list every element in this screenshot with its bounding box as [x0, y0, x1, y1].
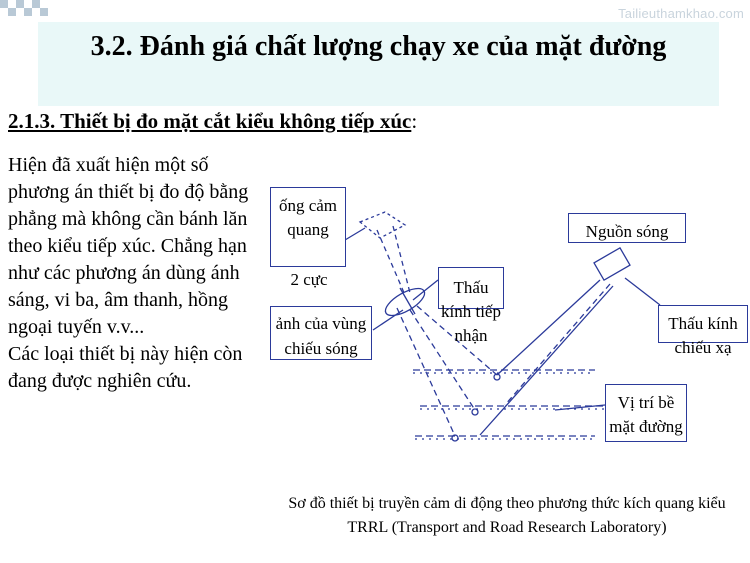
label-sensor-tube-text: ống cảm quang — [278, 196, 338, 239]
label-receiving-lens-text: Thấu kính tiếp nhận — [441, 278, 501, 345]
label-sensor-tube — [270, 187, 346, 267]
label-two-poles — [273, 268, 345, 292]
leader-receiving-lens — [413, 280, 438, 300]
label-emission-lens-text: Thấu kính chiếu xạ — [668, 314, 738, 357]
slide-title: 3.2. Đánh giá chất lượng chạy xe của mặt đường — [90, 31, 667, 62]
leader-emission-lens — [625, 278, 660, 305]
title-banner — [38, 22, 719, 106]
leader-image-area — [373, 310, 403, 330]
label-receiving-lens — [438, 267, 504, 345]
paragraph-2: Các loại thiết bị này hiện còn đang được nghiên cứu. — [8, 343, 243, 392]
road-spot-2 — [472, 409, 478, 415]
label-illuminated-area-text: ảnh của vùng chiếu sóng — [275, 314, 367, 358]
corner-checker-decoration — [0, 0, 60, 22]
ray-sensor-lens-1 — [377, 230, 405, 295]
receiving-lens-shape — [381, 283, 428, 321]
beam-source-road-2 — [505, 284, 610, 405]
sensor-tube-shape — [360, 212, 405, 238]
subtitle-text: 2.1.3. Thiết bị đo mặt cắt kiểu không tiếp xúc — [8, 109, 412, 133]
watermark: Tailieuthamkhao.com — [618, 6, 744, 21]
ray-lens-road-1 — [397, 308, 455, 436]
label-emission-lens — [658, 305, 748, 357]
beam-source-road-1 — [497, 280, 600, 375]
leader-sensor-tube — [345, 228, 365, 240]
label-two-poles-text: 2 cực — [290, 270, 328, 289]
section-subtitle — [8, 109, 417, 134]
figure-caption: Sơ đồ thiết bị truyền cảm di động theo phương thức kích quang kiểu TRRL (Transport and Road Research Laboratory) — [288, 495, 726, 536]
ray-sensor-lens-2 — [393, 226, 410, 293]
trrl-sensor-diagram — [265, 180, 750, 480]
wave-source-shape — [594, 248, 630, 280]
label-wave-source-text: Nguồn sóng — [585, 222, 669, 241]
label-wave-source — [568, 213, 686, 243]
paragraph-1: Hiện đã xuất hiện một số phương án thiết bị đo độ bằng phẳng mà không cần bánh lăn theo kiểu tiếp xúc. Chẳng hạn như các phương án dùng ánh sáng, vi ba, âm thanh, hồng ngoại tuyến v.v... — [8, 154, 249, 338]
label-illuminated-area-image — [270, 306, 372, 360]
subtitle-colon: : — [411, 109, 418, 133]
body-text — [8, 152, 260, 395]
label-road-surface-text: Vị trí bề mặt đường — [609, 393, 683, 436]
label-road-surface-position — [605, 384, 687, 442]
